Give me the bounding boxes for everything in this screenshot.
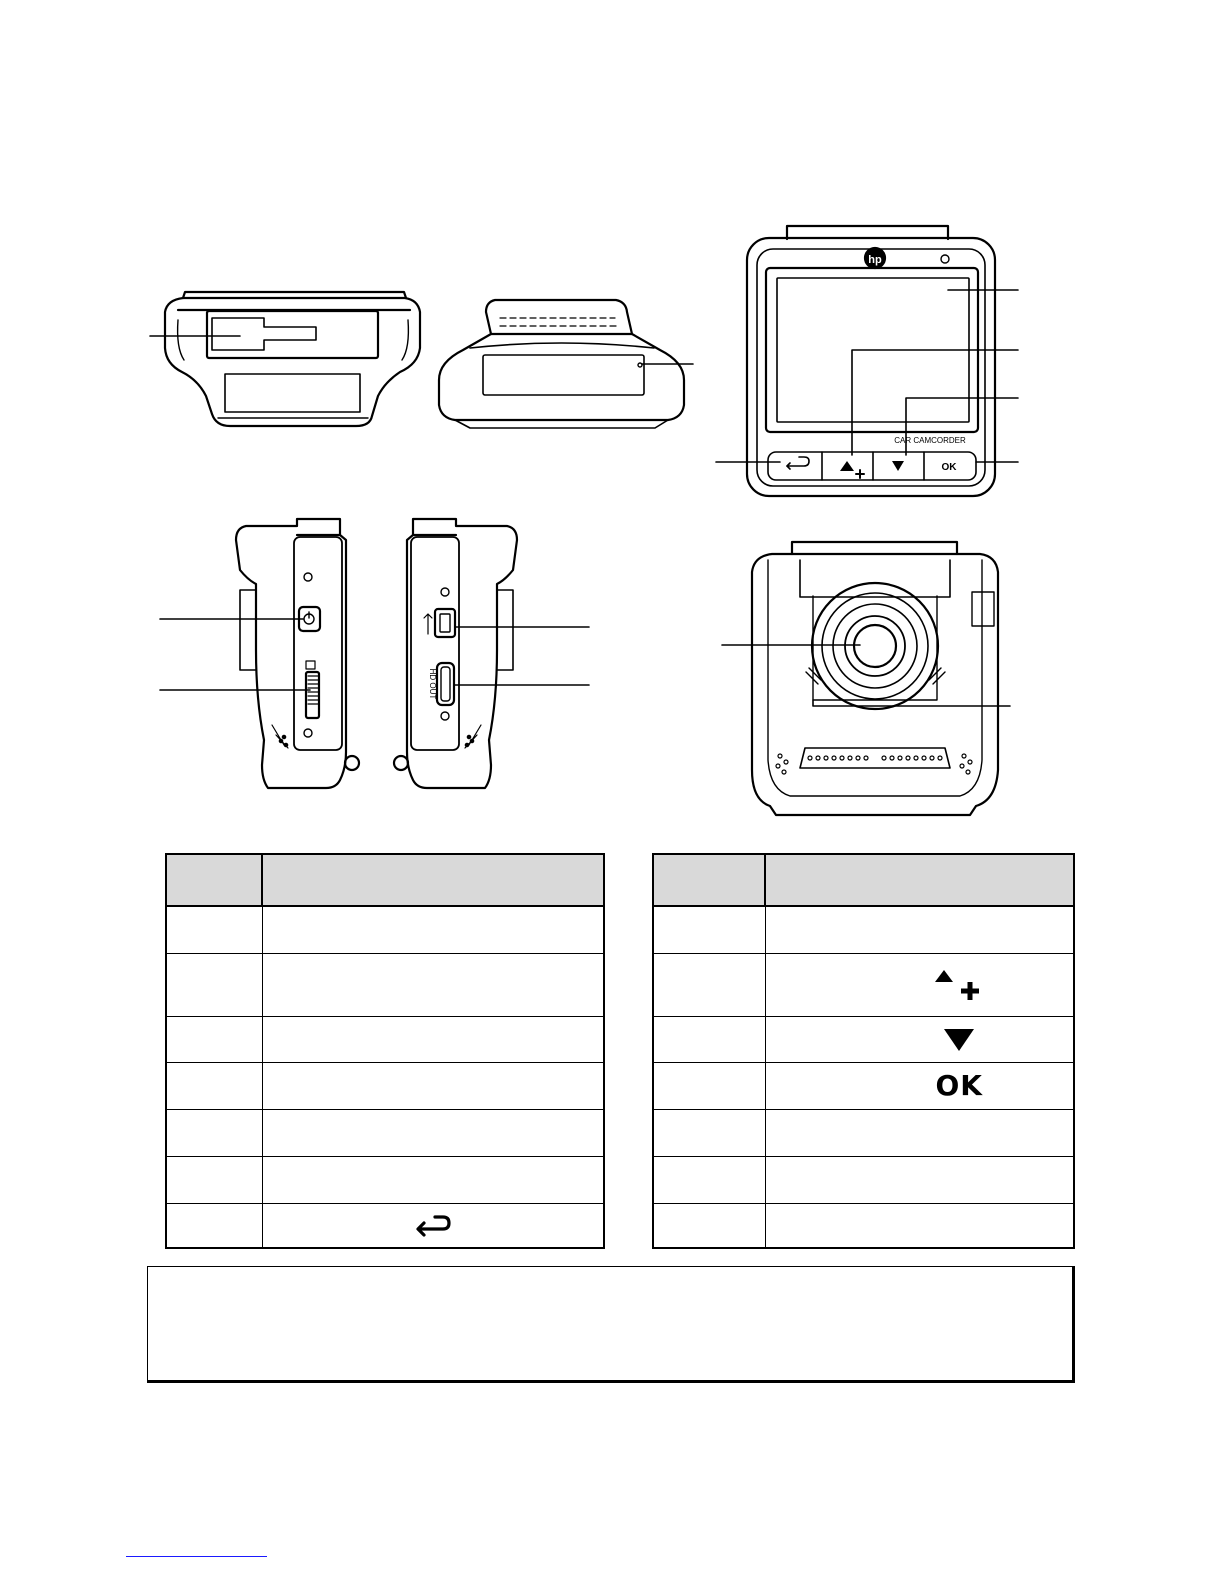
table-cell (653, 953, 765, 1016)
table-cell (166, 1062, 262, 1109)
table-row (653, 953, 1074, 1016)
table-cell (765, 1156, 1074, 1203)
table-cell (262, 906, 604, 953)
table-row (653, 1062, 1074, 1109)
table-row (653, 1109, 1074, 1156)
return-arrow-icon (413, 1212, 453, 1238)
table-cell (653, 1156, 765, 1203)
table-row (166, 1109, 604, 1156)
table-cell (653, 906, 765, 953)
up-plus-icon (927, 968, 991, 1002)
camera-front-view (747, 226, 995, 496)
table-cell-up-symbol (765, 953, 1074, 1016)
down-triangle-icon (939, 1025, 979, 1053)
footnote-separator (126, 1556, 267, 1557)
table-cell (765, 1109, 1074, 1156)
hdmi-port-label: HD OUT (428, 668, 437, 700)
hp-logo-text: hp (868, 254, 882, 266)
note-box (147, 1266, 1075, 1383)
table-row (653, 906, 1074, 953)
component-table-right (652, 853, 1075, 1249)
table-cell (262, 1016, 604, 1062)
ok-button-label: OK (941, 462, 957, 473)
component-table-left (165, 853, 605, 1249)
table-cell (765, 906, 1074, 953)
table-cell (166, 953, 262, 1016)
table-header-row (653, 854, 1074, 906)
table-row (653, 1203, 1074, 1248)
table-row (166, 1062, 604, 1109)
header-cell (653, 854, 765, 906)
table-cell (262, 1156, 604, 1203)
table-cell (166, 1156, 262, 1203)
camera-lens-view (752, 542, 998, 815)
table-cell (166, 1109, 262, 1156)
table-row (166, 953, 604, 1016)
camera-right-side-view (394, 519, 517, 788)
table-cell (166, 1203, 262, 1248)
header-cell (765, 854, 1074, 906)
table-row (166, 1203, 604, 1248)
table-cell (653, 1203, 765, 1248)
ok-symbol-text: OK (935, 1069, 983, 1102)
table-cell (262, 953, 604, 1016)
header-cell (166, 854, 262, 906)
table-cell-down-symbol (765, 1016, 1074, 1062)
table-cell (653, 1016, 765, 1062)
table-header-row (166, 854, 604, 906)
camera-left-side-view (236, 519, 359, 788)
table-cell-back-symbol (262, 1203, 604, 1248)
table-row (653, 1156, 1074, 1203)
camera-top-view (165, 292, 420, 426)
car-camcorder-label: CAR CAMCORDER (894, 436, 966, 445)
table-cell (262, 1109, 604, 1156)
table-cell (262, 1062, 604, 1109)
header-cell (262, 854, 604, 906)
table-row (166, 1156, 604, 1203)
table-cell (653, 1062, 765, 1109)
table-cell (653, 1109, 765, 1156)
table-row (166, 1016, 604, 1062)
table-cell (166, 906, 262, 953)
table-row (166, 906, 604, 953)
note-text (148, 1267, 1072, 1303)
table-cell (765, 1203, 1074, 1248)
table-cell-ok-symbol (765, 1062, 1074, 1109)
table-cell (166, 1016, 262, 1062)
table-row (653, 1016, 1074, 1062)
